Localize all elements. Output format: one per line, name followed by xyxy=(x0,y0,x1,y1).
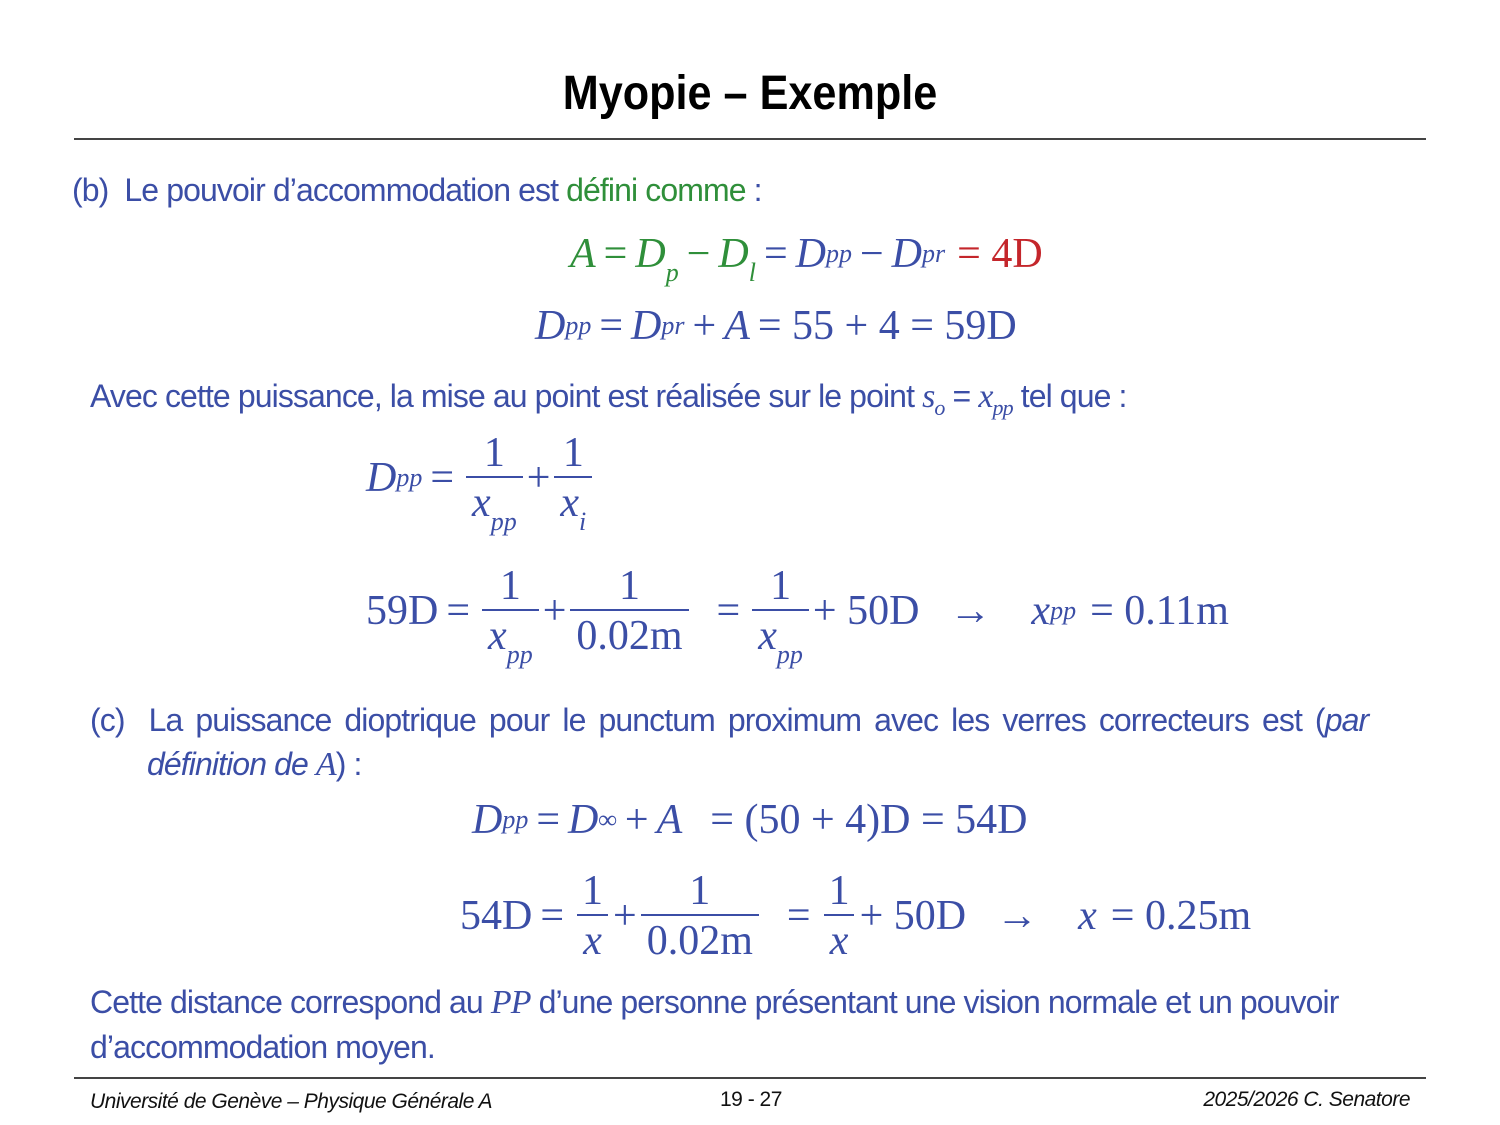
op: = xyxy=(786,893,811,940)
equation-54d xyxy=(460,868,1251,964)
page-title: Myopie – Exemple xyxy=(562,67,938,120)
op: = xyxy=(716,588,741,635)
op: − xyxy=(859,231,884,277)
var: D xyxy=(472,797,503,843)
numerator: 1 xyxy=(483,430,505,476)
numerator: 1 xyxy=(770,563,792,609)
sub: pp xyxy=(490,507,517,537)
equation-59d: 59D = $\frac{1}{x_{pp}}$ + $\frac{1}{0.02m}$ = $\frac{1}{x_{pp}}$ + 50D → x pp = 0.11m xyxy=(366,563,1229,670)
fraction xyxy=(482,563,539,670)
var: A xyxy=(570,231,596,277)
text: Le pouvoir d’accommodation est xyxy=(124,172,559,208)
highlight-text: défini comme xyxy=(566,172,746,208)
footer-left: Université de Genève – Physique Générale A xyxy=(90,1090,492,1113)
numerator: 1 xyxy=(562,430,584,476)
var: x xyxy=(488,613,507,660)
avec-text xyxy=(90,378,1127,420)
sub: pp xyxy=(992,395,1013,420)
numerator: 1 xyxy=(499,563,521,609)
op: = xyxy=(599,303,624,349)
op: = xyxy=(944,378,979,414)
numerator: 1 xyxy=(828,868,850,914)
var: x xyxy=(1031,588,1051,635)
op: = xyxy=(603,231,628,277)
part-b-text xyxy=(72,172,762,209)
numerator: 1 xyxy=(582,868,604,914)
equation-accommodation: $A = D_p - D_l$ = D pp − D pr = 4D xyxy=(570,231,1043,287)
op: = xyxy=(540,893,565,940)
conclusion-line1 xyxy=(90,984,1339,1022)
equation-dpp-corrected: D pp = D ∞ + A = (50 + 4)D = 54D xyxy=(472,797,1028,843)
page-number: 19 - 27 xyxy=(720,1088,782,1111)
var: D xyxy=(366,455,397,502)
title-divider xyxy=(74,138,1426,140)
equation-dpp: D pp = D pr + A = 55 + 4 = 59D xyxy=(535,303,1017,349)
part-c-text xyxy=(90,702,1412,739)
result: = 0.11m xyxy=(1090,588,1229,635)
part-label: (c) xyxy=(90,702,125,738)
sub: pp xyxy=(776,640,803,670)
denominator: 0.02m xyxy=(570,609,688,659)
arrow-icon: → xyxy=(996,893,1039,940)
var: A xyxy=(315,746,336,783)
fraction xyxy=(466,430,523,537)
footer-divider xyxy=(74,1077,1426,1079)
sub: o xyxy=(934,395,945,420)
var: D xyxy=(568,797,599,843)
arrow-icon: → xyxy=(949,588,992,635)
text: définition de xyxy=(147,746,316,782)
sub: pp xyxy=(506,640,533,670)
text: : xyxy=(745,172,762,208)
op: = xyxy=(536,797,561,843)
result: = (50 + 4)D = 54D xyxy=(710,797,1028,843)
term: + 50D xyxy=(859,893,967,940)
text: d’une personne présentant une vision normale et un pouvoir xyxy=(530,984,1339,1020)
var: A xyxy=(724,303,750,349)
result: = 55 + 4 = 59D xyxy=(757,303,1017,349)
fraction xyxy=(752,563,809,670)
var: D xyxy=(635,231,666,277)
var: x xyxy=(583,918,602,965)
result: = 4D xyxy=(957,231,1043,277)
fraction xyxy=(641,868,759,964)
sub: i xyxy=(579,507,587,537)
lhs: 59D xyxy=(366,588,439,635)
var: PP xyxy=(490,984,531,1021)
numerator: 1 xyxy=(689,868,711,914)
denominator: 0.02m xyxy=(641,914,759,964)
op: + xyxy=(613,893,637,940)
text: ) : xyxy=(335,746,362,782)
text: La puissance dioptrique pour le punctum proximum avec les verres correcteurs est ( xyxy=(148,702,1325,738)
sub: p xyxy=(665,258,679,287)
numerator: 1 xyxy=(618,563,640,609)
op: + xyxy=(624,797,649,843)
op: − xyxy=(686,231,711,277)
equation-lens: D pp = $\frac{1}{x_{pp}}$ + $\frac{1}{x_i}$ xyxy=(366,430,596,526)
var: x xyxy=(758,613,777,660)
part-label: (b) xyxy=(72,172,109,208)
op: = xyxy=(430,455,455,502)
fraction xyxy=(570,563,688,659)
text: Avec cette puissance, la mise au point est réalisée sur le point xyxy=(90,378,915,414)
op: = xyxy=(446,588,471,635)
op: = xyxy=(763,231,788,277)
var: s xyxy=(922,378,935,415)
op: + xyxy=(542,588,567,635)
term: + 50D xyxy=(812,588,920,635)
op: + xyxy=(526,455,551,502)
text: Cette distance correspond au xyxy=(90,984,491,1020)
lhs: 54D xyxy=(460,893,533,940)
var: D xyxy=(795,231,826,277)
var: x xyxy=(978,378,993,415)
text: tel que : xyxy=(1012,378,1127,414)
var: D xyxy=(535,303,566,349)
fraction xyxy=(576,868,609,964)
result: = 0.25m xyxy=(1110,893,1252,940)
fraction xyxy=(554,430,592,537)
var: x xyxy=(829,918,849,965)
var: A xyxy=(656,797,683,843)
footer-right: 2025/2026 C. Senatore xyxy=(1203,1088,1410,1111)
text: par xyxy=(1324,702,1369,738)
var: D xyxy=(891,231,923,277)
fraction xyxy=(823,868,856,964)
op: + xyxy=(692,303,717,349)
var: x xyxy=(560,480,580,527)
var: x xyxy=(1078,893,1097,940)
part-c-text-line2 xyxy=(147,746,362,784)
conclusion-line2: d’accommodation moyen. xyxy=(90,1029,435,1065)
var: x xyxy=(472,480,491,527)
var: D xyxy=(631,303,662,349)
var: D xyxy=(718,231,749,277)
sub: l xyxy=(748,258,756,287)
